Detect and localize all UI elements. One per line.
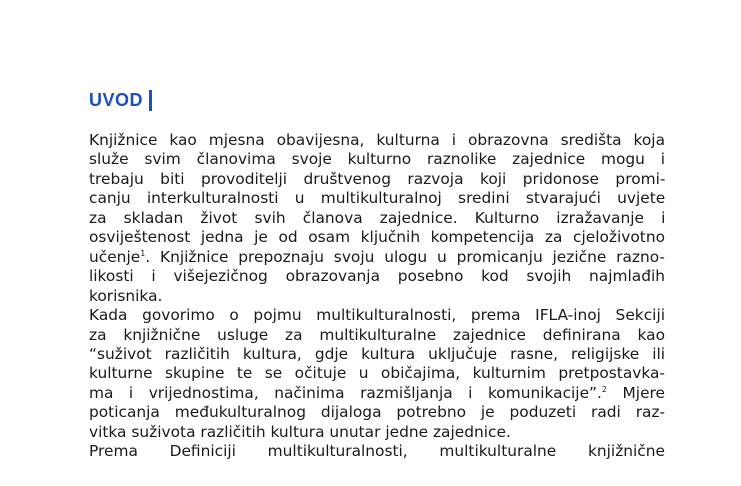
text-fragment: . Knjižnice prepoznaju svoju ulogu u promicanju jezične razno- xyxy=(145,247,665,266)
text-fragment: ma i vrijednostima, načinima razmišljanja i komunikacije”. xyxy=(89,383,602,402)
text-fragment: učenje xyxy=(89,247,141,266)
text-line: canju interkulturalnosti u multikulturalnoj sredini stvarajući uvjete xyxy=(89,189,666,208)
text-line: trebaju biti provoditelji društvenog razvoja koji pridonose promi- xyxy=(89,169,666,188)
text-line: Knjižnice kao mjesna obavijesna, kulturna i obrazovna središta koja xyxy=(89,131,665,149)
text-line: Prema Definiciji multikulturalnosti, multikulturalne knjižnične xyxy=(89,442,665,461)
footnote-marker[interactable]: 1 xyxy=(140,248,146,258)
paragraph-2 xyxy=(89,306,665,442)
text-line: osviještenost jedna je od osam ključnih kompetencija za cjeloživotno xyxy=(89,228,665,247)
footnote-marker[interactable]: 2 xyxy=(601,384,608,394)
text-line: kulturne skupine te se očituje u običajima, kulturnim pretpostavka- xyxy=(89,364,665,383)
text-fragment: Mjere xyxy=(607,383,665,402)
text-line xyxy=(89,384,665,403)
text-line: korisnika. xyxy=(89,286,163,305)
text-line: likosti i višejezičnog obrazovanja posebno kod svojih najmlađih xyxy=(89,267,665,286)
text-line: Kada govorimo o pojmu multikulturalnosti, prema IFLA-inoj Sekciji xyxy=(89,306,665,325)
text-line: vitka suživota različitih kultura unutar jedne zajednice. xyxy=(89,422,511,441)
paragraph-3 xyxy=(89,442,665,461)
text-line: poticanja međukulturalnog dijaloga potrebno je poduzeti radi raz- xyxy=(89,403,666,422)
paragraph-1 xyxy=(89,131,665,306)
section-heading-text: UVOD xyxy=(89,90,144,110)
text-line: za knjižnične usluge za multikulturalne zajednice definirana kao xyxy=(89,325,665,344)
heading-accent-bar xyxy=(149,90,152,111)
text-line: za skladan život svih članova zajednice. Kulturno izražavanje i xyxy=(89,208,666,227)
text-line xyxy=(89,248,665,267)
body-text xyxy=(89,131,665,462)
text-line: “suživot različitih kultura, gdje kultura uključuje rasne, religijske ili xyxy=(89,344,666,363)
text-line: služe svim članovima svoje kulturno raznolike zajednice mogu i xyxy=(89,150,665,169)
section-heading xyxy=(89,90,152,111)
